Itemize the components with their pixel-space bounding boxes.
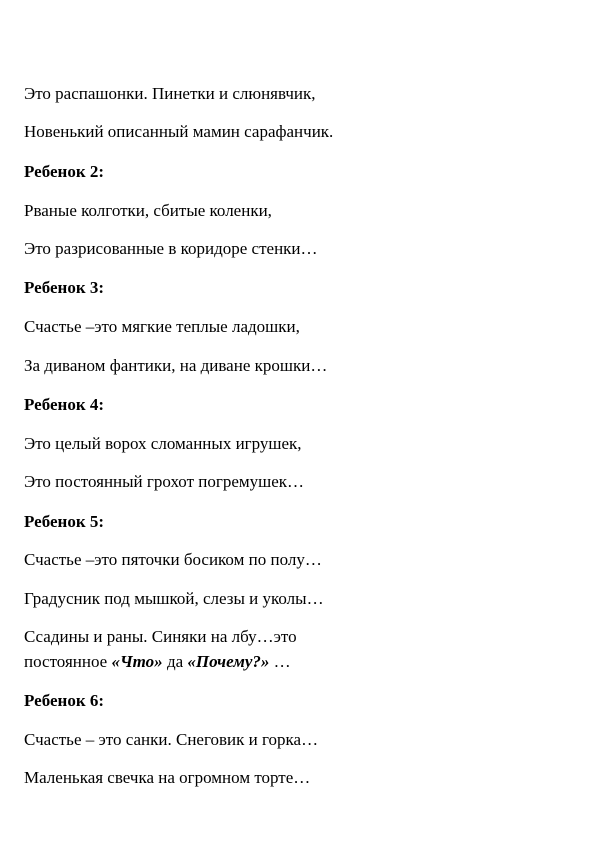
emphasis-why: «Почему?» bbox=[187, 652, 270, 671]
speaker-heading: Ребенок 6: bbox=[24, 691, 105, 710]
poem-line: Это целый ворох сломанных игрушек, bbox=[24, 434, 302, 453]
speaker-heading: Ребенок 4: bbox=[24, 395, 105, 414]
poem-line: Счастье –это мягкие теплые ладошки, bbox=[24, 317, 300, 336]
poem-line: Счастье –это пяточки босиком по полу… bbox=[24, 550, 322, 569]
poem-line: Рваные колготки, сбитые коленки, bbox=[24, 201, 272, 220]
poem-line: Это постоянный грохот погремушек… bbox=[24, 472, 305, 491]
poem-line: Это распашонки. Пинетки и слюнявчик, bbox=[24, 84, 316, 103]
emphasis-what: «Что» bbox=[111, 652, 163, 671]
poem-text: да bbox=[162, 652, 188, 671]
poem-line: Это разрисованные в коридоре стенки… bbox=[24, 239, 318, 258]
speaker-heading: Ребенок 2: bbox=[24, 162, 105, 181]
poem-line: Градусник под мышкой, слезы и уколы… bbox=[24, 589, 324, 608]
poem-line-mixed bbox=[24, 652, 291, 672]
speaker-heading: Ребенок 3: bbox=[24, 278, 105, 297]
poem-text: постоянное bbox=[24, 652, 112, 671]
speaker-heading: Ребенок 5: bbox=[24, 512, 105, 531]
poem-line: За диваном фантики, на диване крошки… bbox=[24, 356, 328, 375]
poem-line: Новенький описанный мамин сарафанчик. bbox=[24, 122, 334, 141]
poem-line: Ссадины и раны. Синяки на лбу…это bbox=[24, 627, 297, 646]
poem-line: Маленькая свечка на огромном торте… bbox=[24, 768, 311, 787]
poem-text: … bbox=[269, 652, 291, 671]
poem-line: Счастье – это санки. Снеговик и горка… bbox=[24, 730, 319, 749]
